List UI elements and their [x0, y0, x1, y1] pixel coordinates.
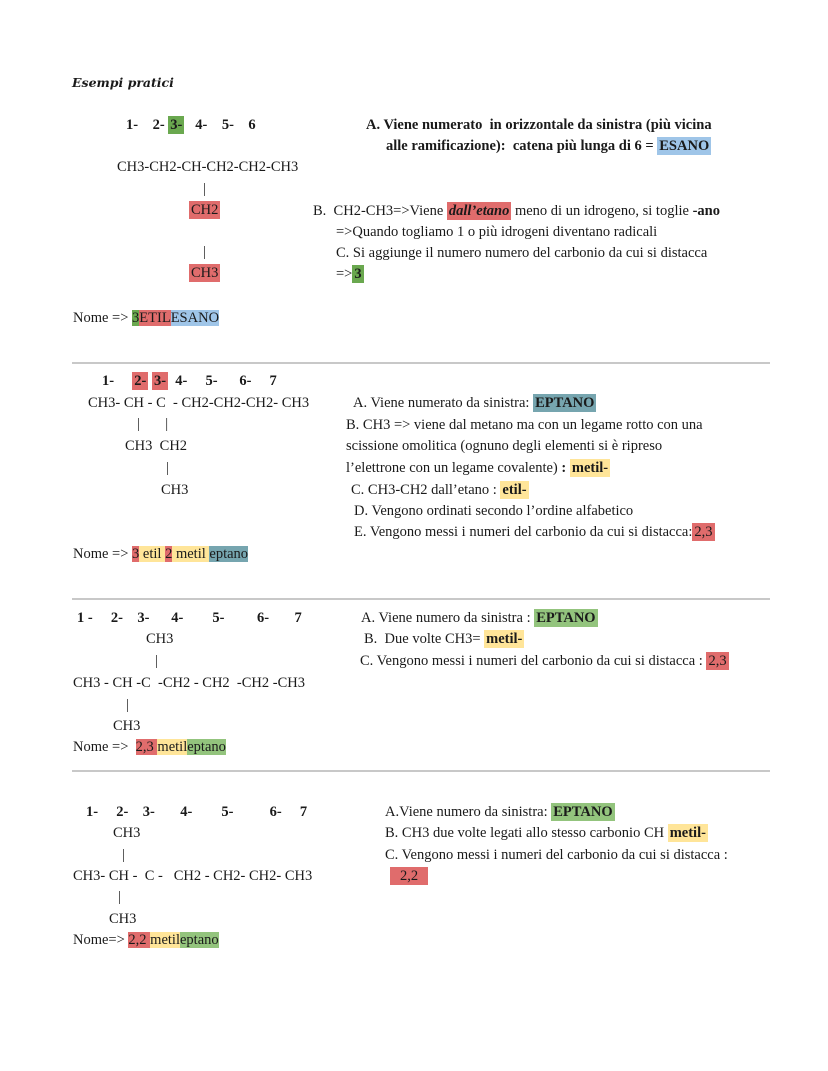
ex3-name-2-3: 2,3 — [135, 739, 158, 755]
ex3-eptano-highlight: EPTANO — [536, 610, 596, 626]
ex2-note-b-line1: B. CH3 => viene dal metano ma con un legame rotto con una — [346, 417, 703, 433]
ex4-substituent-top: CH3 — [113, 825, 141, 841]
ex2-name-2: 2 — [165, 546, 173, 562]
ex3-2-3-highlight: 2,3 — [708, 653, 727, 669]
ex4-name-2-2: 2,2 — [128, 932, 151, 948]
ex1-note-b-mid: meno di un idrogeno, si toglie — [511, 203, 693, 219]
ex2-num-rest: 4- 5- 6- 7 — [168, 373, 277, 389]
ex1-numbers-post: 4- 5- 6 — [184, 117, 256, 133]
ex1-note-b-line2: =>Quando togliamo 1 o più idrogeni diventano radicali — [336, 224, 658, 240]
ex1-bond-2: | — [203, 244, 206, 260]
ex2-name — [73, 545, 248, 563]
ex3-bond-top: | — [155, 653, 158, 669]
ex1-bond-1: | — [203, 181, 206, 197]
ex4-name-eptano: eptano — [179, 932, 219, 948]
ex2-note-c-text: C. CH3-CH2 dall’etano : — [351, 482, 501, 498]
ex4-note-a-text: A.Viene numero da sinistra: — [385, 804, 552, 820]
ex1-name-etil: ETIL — [139, 310, 171, 326]
ex1-note-c-3-highlight: 3 — [354, 266, 362, 282]
ex2-etil-highlight: etil- — [502, 482, 527, 498]
ex2-name-eptano: eptano — [209, 546, 249, 562]
ex3-metil-highlight: metil- — [486, 631, 523, 647]
ex1-main-chain: CH3-CH2-CH-CH2-CH2-CH3 — [117, 159, 299, 175]
ex4-bond-bottom: | — [118, 889, 121, 905]
ex2-bonds-1: | | — [137, 416, 169, 432]
ex2-name-etil: etil — [139, 546, 166, 562]
ex2-note-b-text: l’elettrone con un legame covalente) — [346, 460, 562, 476]
ex3-name-label: Nome => — [73, 739, 136, 755]
ex1-note-c-line1: C. Si aggiunge il numero numero del carbonio da cui si distacca — [336, 245, 708, 261]
ex1-substituent-ch3 — [189, 264, 220, 282]
ex1-numbering — [126, 116, 256, 134]
ex3-bond-bottom: | — [126, 697, 129, 713]
ex1-name-label: Nome => — [73, 310, 133, 326]
ex3-note-a-text: A. Viene numero da sinistra : — [361, 610, 535, 626]
ex4-note-a — [385, 803, 615, 821]
ex2-metil-highlight: metil- — [571, 460, 609, 476]
divider-3 — [72, 770, 770, 772]
ex2-note-e-text: E. Vengono messi i numeri del carbonio da cui si distacca: — [354, 524, 693, 540]
ex2-numbering — [102, 372, 277, 390]
ex2-main-chain: CH3- CH - C - CH2-CH2-CH2- CH3 — [88, 395, 310, 411]
ex4-bond-top: | — [122, 847, 125, 863]
ex4-note-b-text: B. CH3 due volte legati allo stesso carbonio CH — [385, 825, 668, 841]
ex1-esano-highlight: ESANO — [659, 138, 710, 154]
ex3-note-c — [360, 652, 729, 670]
ex1-substituent-ch2 — [189, 201, 220, 219]
ex4-main-chain: CH3- CH - C - CH2 - CH2- CH2- CH3 — [73, 868, 313, 884]
ex4-metil-highlight: metil- — [669, 825, 706, 841]
ex2-note-a-text: A. Viene numerato da sinistra: — [353, 395, 534, 411]
ex4-note-c: C. Vengono messi i numeri del carbonio da cui si distacca : — [385, 847, 728, 863]
ex1-note-c-arrow: => — [336, 266, 353, 282]
ex3-name-metil: metil — [157, 739, 188, 755]
ex3-numbering: 1 - 2- 3- 4- 5- 6- 7 — [77, 610, 302, 626]
ex4-note-b — [385, 824, 708, 842]
ex2-substituents: CH3 CH2 — [125, 438, 188, 454]
ex2-name-3: 3 — [132, 546, 140, 562]
ex3-note-a — [361, 609, 598, 627]
ex3-note-b-text: B. Due volte CH3= — [364, 631, 485, 647]
ex1-note-b-text: B. CH2-CH3=>Viene — [313, 203, 447, 219]
ex4-eptano-highlight: EPTANO — [553, 804, 613, 820]
ex2-note-c — [351, 481, 529, 499]
ex2-2-3-highlight: 2,3 — [694, 524, 713, 540]
ex1-numbers-pre: 1- 2- — [126, 117, 169, 133]
ex3-main-chain: CH3 - CH -C -CH2 - CH2 -CH2 -CH3 — [73, 675, 305, 691]
ex4-note-c-value — [390, 867, 428, 885]
ex2-note-b-colon: : — [561, 460, 570, 476]
ex2-eptano-highlight: EPTANO — [535, 395, 595, 411]
ex1-ch2-highlight: CH2 — [191, 202, 219, 218]
ex1-name-esano: ESANO — [170, 310, 220, 326]
ex2-note-e — [354, 523, 715, 541]
ex2-num-2-highlight: 2- — [134, 373, 147, 389]
ex1-ch3-highlight: CH3 — [191, 265, 219, 281]
ex1-number-3-highlight: 3- — [170, 117, 183, 133]
ex4-substituent-bottom: CH3 — [109, 911, 137, 927]
ex2-bonds-2: | — [166, 460, 169, 476]
divider-2 — [72, 598, 770, 600]
ex2-note-b-line3 — [346, 459, 610, 477]
ex1-etano-highlight: dall’etano — [448, 203, 510, 219]
ex3-substituent-bottom: CH3 — [113, 718, 141, 734]
ex1-name — [73, 309, 219, 327]
ex2-name-label: Nome => — [73, 546, 133, 562]
ex3-note-b — [364, 630, 524, 648]
ex2-note-d: D. Vengono ordinati secondo l’ordine alfabetico — [354, 503, 634, 519]
ex1-name-3: 3 — [132, 310, 140, 326]
ex4-2-2-highlight: 2,2 — [390, 867, 428, 885]
ex2-note-a — [353, 394, 596, 412]
ex3-note-c-text: C. Vengono messi i numeri del carbonio da cui si distacca : — [360, 653, 707, 669]
ex4-numbering: 1- 2- 3- 4- 5- 6- 7 — [86, 804, 308, 820]
ex1-note-a-line1: A. Viene numerato in orizzontale da sinistra (più vicina — [366, 117, 712, 133]
ex1-note-c-line2 — [336, 265, 364, 283]
ex2-substituent-ch3: CH3 — [161, 482, 189, 498]
page-heading: Esempi pratici — [72, 75, 174, 90]
ex1-note-a-line2 — [386, 137, 711, 155]
ex4-name-metil: metil — [150, 932, 180, 948]
ex4-name — [73, 931, 219, 949]
ex1-note-a-text: alle ramificazione): catena più lunga di 6 = — [386, 138, 658, 154]
divider-1 — [72, 362, 770, 364]
ex3-name-eptano: eptano — [187, 739, 226, 755]
ex3-name — [73, 738, 226, 756]
ex4-name-label: Nome=> — [73, 932, 129, 948]
ex2-num-3-highlight: 3- — [153, 373, 167, 389]
ex2-num-1: 1- — [102, 373, 133, 389]
ex1-note-b-ano: -ano — [692, 203, 720, 219]
ex2-name-metil: metil — [172, 546, 210, 562]
ex2-note-b-line2: scissione omolitica (ognuno degli elementi si è ripreso — [346, 438, 663, 454]
ex1-note-b-line1 — [313, 202, 720, 220]
ex3-substituent-top: CH3 — [146, 631, 174, 647]
